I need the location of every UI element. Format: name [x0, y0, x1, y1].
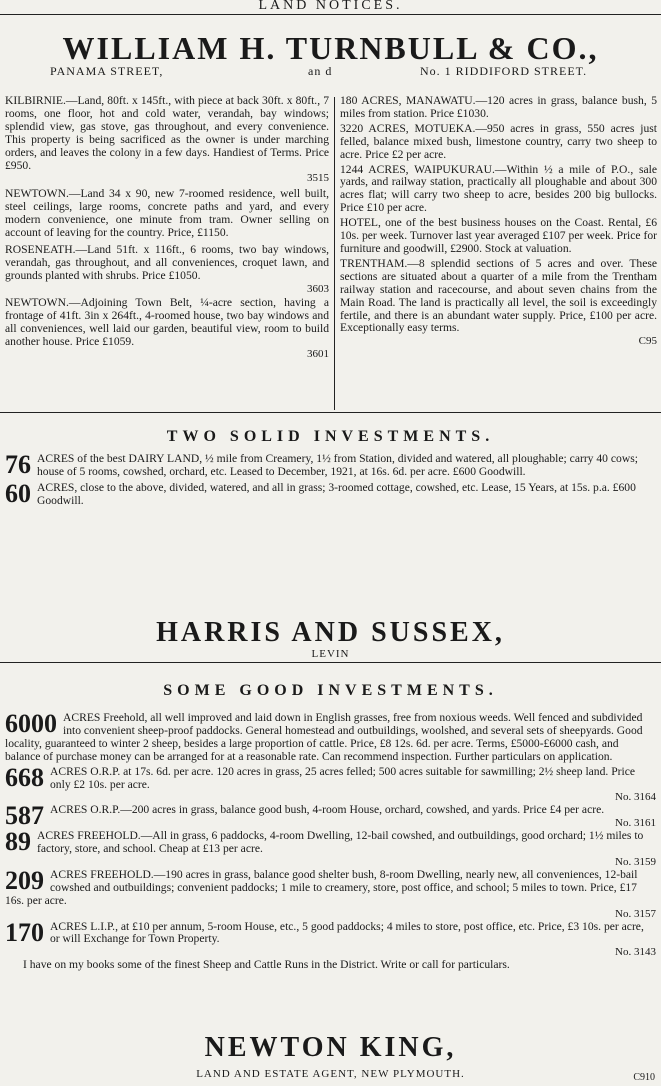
harris-town: LEVIN [311, 648, 350, 660]
listing-kilbirnie: KILBIRNIE.—Land, 80ft. x 145ft., with piece at back 30ft. x 80ft., 7 rooms, one floor, hot and cold water, verandah, bay windows; splendid view, gas stove, gas throughout, and every convenience. This property is being sacrificed as the owner is under marching orders, and leaves the colony in a few days. Handiest of Terms. Price £950. [5, 94, 329, 172]
item-lead-number: 209 [5, 865, 44, 895]
listing-ref: 3603 [307, 282, 329, 295]
king-heading: SOME GOOD INVESTMENTS. [163, 682, 498, 699]
item-lead-number: 89 [5, 827, 31, 857]
harris-item [5, 478, 656, 508]
item-text: ACRES O.R.P. at 17s. 6d. per acre. 120 acres in grass, 25 acres felled; 500 acres suitable for sawmilling; 2½ sheep land. Price only £2 10s. per acre. [50, 764, 636, 791]
listing-roseneath: ROSENEATH.—Land 51ft. x 116ft., 6 rooms, two bay windows, verandah, gas throughout, and all conveniences, croquet lawn, and grounds planted with shrubs. Price £1050. [5, 243, 329, 282]
listing-motueka: 3220 ACRES, MOTUEKA.—950 acres in grass, 550 acres just felled, balance mixed bush, limestone country, carry two sheep to acre. Price £2 per acre. [340, 121, 657, 161]
king-item [5, 709, 656, 764]
item-text: ACRES of the best DAIRY LAND, ½ mile from Creamery, 1½ from Station, divided and watered, all ploughable; carry 40 cows; house of 5 rooms, cowshed, orchard, etc. Leased to December, 1921, at 16s. 6d. per acre. £600 Goodwill. [37, 452, 638, 478]
turnbull-left-address: PANAMA STREET, [50, 64, 164, 78]
harris-items [5, 450, 656, 508]
harris-item [5, 450, 656, 479]
listing-ref: 3515 [307, 172, 329, 185]
king-item [5, 762, 656, 805]
king-subtitle: LAND AND ESTATE AGENT, NEW PLYMOUTH. [196, 1068, 465, 1080]
divider-2 [0, 662, 661, 663]
item-lead-number: 76 [5, 450, 31, 479]
king-item [5, 827, 656, 869]
king-items [5, 709, 656, 972]
item-ref: No. 3161 [615, 817, 656, 830]
listing-ref: C95 [638, 335, 657, 348]
item-lead-number: 587 [5, 801, 44, 831]
item-lead-number: 668 [5, 762, 44, 792]
turnbull-right-address: No. 1 RIDDIFORD STREET. [420, 64, 588, 78]
harris-name: HARRIS AND SUSSEX, [156, 617, 505, 648]
item-ref: No. 3164 [615, 791, 656, 804]
listing-newtown-2: NEWTOWN.—Adjoining Town Belt, ¼-acre section, having a frontage of 41ft. 3in x 264ft., 4-roomed house, two bay windows and all conveniences, well laid our garden, beautiful view, room to build another house. Price £1059. [5, 295, 329, 348]
item-text: ACRES FREEHOLD.—All in grass, 6 paddocks, 4-room Dwelling, 12-bail cowshed, and outbuildings, good orchard; 1½ miles to factory, store, and school. Cheap at £13 per acre. [37, 829, 644, 856]
turnbull-left-column [5, 95, 329, 360]
item-lead-number: 6000 [5, 709, 57, 738]
turnbull-and: an d [308, 64, 333, 78]
listing-waipukurau: 1244 ACRES, WAIPUKURAU.—Within ½ a mile of P.O., sale yards, and railway station, practically all ploughable and about 300 acres flat; will carry two sheep to acre, besides 200 big bullocks. Price £10 per acre. [340, 162, 657, 215]
king-closing: I have on my books some of the finest Sheep and Cattle Runs in the District. Write or call for particulars. [23, 958, 510, 972]
harris-heading: TWO SOLID INVESTMENTS. [166, 428, 495, 445]
king-item [5, 917, 656, 960]
item-lead-number: 60 [5, 478, 31, 508]
listing-manawatu: 180 ACRES, MANAWATU.—120 acres in grass, balance bush, 5 miles from station. Price £1030. [340, 94, 657, 120]
king-item [5, 801, 656, 831]
item-ref: No. 3157 [615, 907, 656, 920]
king-item [5, 865, 656, 921]
item-text: ACRES, close to the above, divided, watered, and all in grass; 3-roomed cottage, cowshed, etc. Lease, 15 Years, at 15s. p.a. £600 Goodwill. [37, 480, 636, 507]
listing-newtown-1: NEWTOWN.—Land 34 x 90, new 7-roomed residence, well built, steel ceilings, large rooms, concrete paths and yard, and every modern convenience, one minute from tram. Owner selling on account of leaving for the country. Price, £1150. [5, 187, 329, 240]
item-ref: No. 3143 [615, 946, 656, 959]
section-header: LAND NOTICES. [0, 0, 661, 15]
item-ref: No. 3159 [615, 855, 656, 868]
king-name: NEWTON KING, [204, 1032, 457, 1063]
king-code: C910 [633, 1072, 655, 1083]
turnbull-name: WILLIAM H. TURNBULL & CO., [62, 30, 599, 66]
listing-trentham: TRENTHAM.—8 splendid sections of 5 acres and over. These sections are situated about a quarter of a mile from the Trentham railway station and racecourse, and about seven chains from the Main Road. The land is practically all level, the soil is exceedingly fertile, and there is an abundant water supply. Price, £100 per acre. Exceptionally easy terms. [340, 256, 657, 335]
item-text: ACRES L.I.P., at £10 per annum, 5-room House, etc., 5 good paddocks; 4 miles to store, post office, etc. Price, £3 10s. per acre, or will Exchange for Town Property. [50, 919, 644, 946]
column-divider [334, 97, 335, 410]
listing-ref: 3601 [307, 348, 329, 361]
item-lead-number: 170 [5, 917, 44, 947]
item-text: ACRES Freehold, all well improved and laid down in English grasses, free from noxious weeds. Well fenced and subdivided into convenient sheep-proof paddocks. General homestead and outbuildings, woolshed, and several sets of sheepyards. Good locality, guaranteed to winter 2 sheep, besides a large proportion of cattle. Price, £8 12s. 6d. per acre. Terms, £5000-£6000 cash, and balance of purchase money can be arranged for at a reasonable rate. Can recommend inspection. Further particulars on application. [5, 711, 643, 763]
divider-1 [0, 412, 661, 413]
item-text: ACRES O.R.P.—200 acres in grass, balance good bush, 4-room House, orchard, cowshed, and yards. Price £4 per acre. [50, 803, 605, 817]
item-text: ACRES FREEHOLD.—190 acres in grass, balance good shelter bush, 8-room Dwelling, nearly new, all conveniences, 12-bail cowshed and outbuildings; convenient paddocks; 1 mile to creamery, store, post office, and school; 5 miles to town. Price, £17 16s. per acre. [5, 867, 638, 907]
turnbull-right-column [340, 95, 657, 347]
listing-hotel: HOTEL, one of the best business houses on the Coast. Rental, £6 10s. per week. Turnover last year averaged £107 per week. Price for furniture and goodwill, £2900. Stock at valuation. [340, 216, 657, 255]
